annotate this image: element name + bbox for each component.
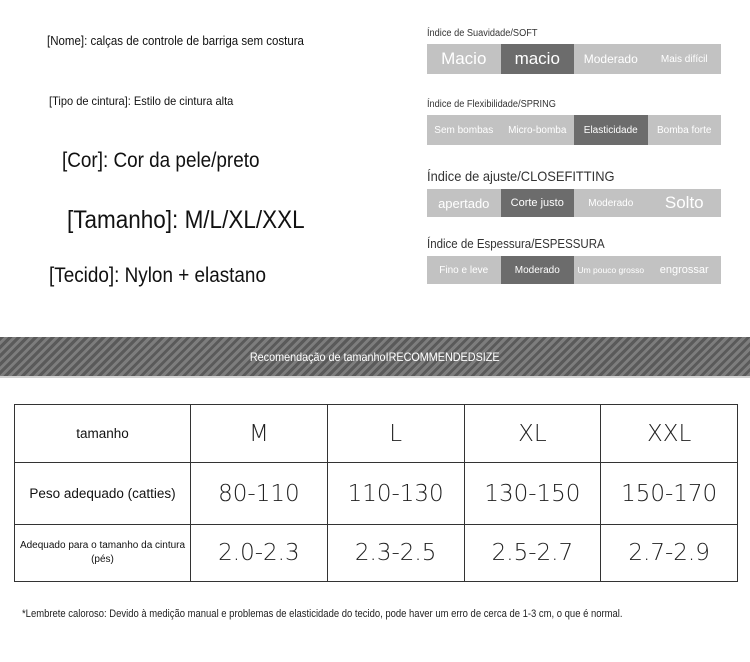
fit-scale (427, 189, 721, 217)
size-section-title: Recomendação de tamanhoIRECOMMENDEDSIZE (250, 349, 500, 364)
spec-name: [Nome]: calças de controle de barriga sem costura (47, 34, 304, 48)
row-label-weight: Peso adequado (catties) (15, 463, 191, 525)
row-label-waist: Adequado para o tamanho da cintura (pés) (15, 525, 191, 582)
table-cell: 2.3-2.5 (327, 525, 464, 582)
flexibility-index (427, 99, 721, 145)
table-header-cell: XL (464, 405, 601, 463)
table-cell: 80-110 (191, 463, 328, 525)
table-cell: 2.5-2.7 (464, 525, 601, 582)
softness-option: Mais difícil (648, 44, 722, 74)
thickness-index-title: Índice de Espessura/ESPESSURA (427, 237, 605, 251)
fit-option: Solto (648, 189, 722, 217)
softness-option: Macio (427, 44, 501, 74)
size-table (14, 404, 738, 582)
table-header-cell: XXL (601, 405, 738, 463)
flexibility-index-title: Índice de Flexibilidade/SPRING (427, 99, 556, 110)
softness-option: Moderado (574, 44, 648, 74)
softness-index-title: Índice de Suavidade/SOFT (427, 28, 538, 39)
softness-scale (427, 44, 721, 74)
thickness-index (427, 237, 721, 284)
table-row (15, 463, 738, 525)
spec-size: [Tamanho]: M/L/XL/XXL (67, 206, 305, 234)
fit-option: apertado (427, 189, 501, 217)
flexibility-option: Sem bombas (427, 115, 501, 145)
thickness-option: Fino e leve (427, 256, 501, 284)
thickness-scale (427, 256, 721, 284)
table-header-cell: L (327, 405, 464, 463)
flexibility-option: Bomba forte (648, 115, 722, 145)
divider (0, 376, 750, 378)
fit-index (427, 168, 721, 217)
softness-index (427, 28, 721, 74)
table-cell: 110-130 (327, 463, 464, 525)
softness-option-selected: macio (501, 44, 575, 74)
footnote: *Lembrete caloroso: Devido à medição manual e problemas de elasticidade do tecido, pode haver um erro de cerca de 1-3 cm, o que é normal. (22, 608, 623, 620)
thickness-option: Um pouco grosso (574, 256, 648, 284)
flexibility-option-selected: Elasticidade (574, 115, 648, 145)
table-header-cell: M (191, 405, 328, 463)
table-cell: 2.7-2.9 (601, 525, 738, 582)
thickness-option: engrossar (648, 256, 722, 284)
flexibility-option: Micro-bomba (501, 115, 575, 145)
flexibility-scale (427, 115, 721, 145)
fit-index-title: Índice de ajuste/CLOSEFITTING (427, 168, 615, 184)
spec-fabric: [Tecido]: Nylon + elastano (49, 264, 266, 287)
table-cell: 2.0-2.3 (191, 525, 328, 582)
table-cell: 130-150 (464, 463, 601, 525)
fit-option: Moderado (574, 189, 648, 217)
table-cell: 150-170 (601, 463, 738, 525)
thickness-option-selected: Moderado (501, 256, 575, 284)
fit-option-selected: Corte justo (501, 189, 575, 217)
table-header-cell: tamanho (15, 405, 191, 463)
size-section-header (0, 337, 750, 376)
spec-color: [Cor]: Cor da pele/preto (62, 149, 260, 172)
table-header-row (15, 405, 738, 463)
table-row (15, 525, 738, 582)
spec-waist-type: [Tipo de cintura]: Estilo de cintura alta (49, 94, 234, 108)
